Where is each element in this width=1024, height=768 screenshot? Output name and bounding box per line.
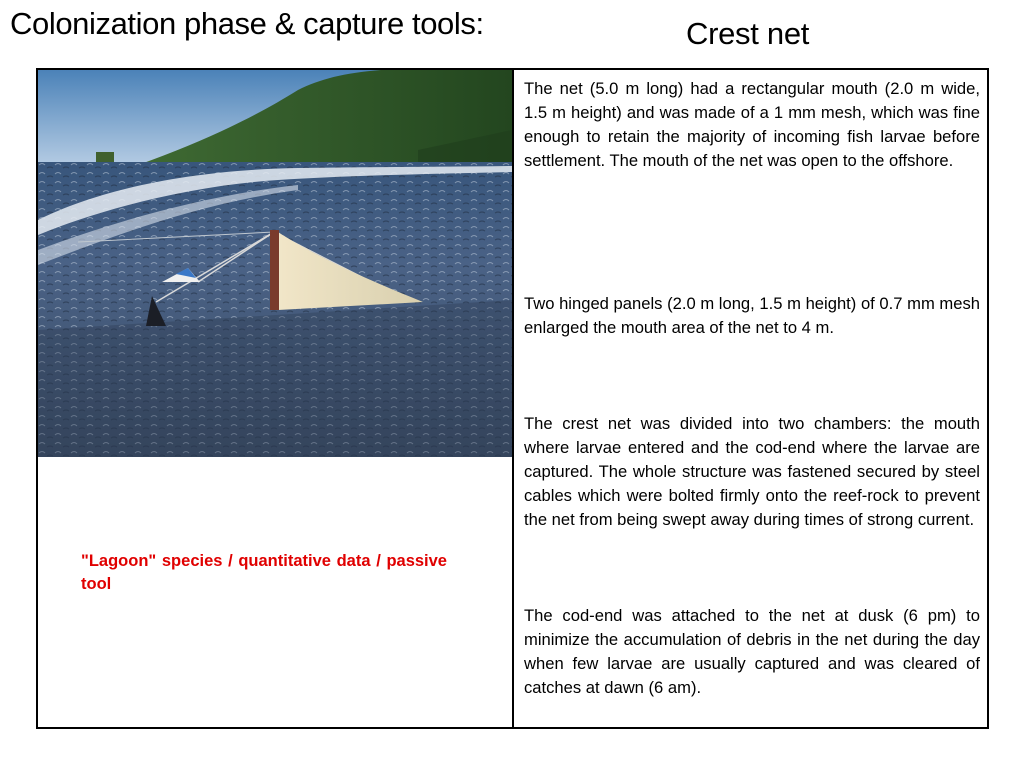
photo-panel (36, 68, 512, 729)
description-panel (512, 68, 989, 729)
slide-subtitle: Crest net (686, 16, 810, 51)
paragraph-cod-end: The cod-end was attached to the net at dusk (6 pm) to minimize the accumulation of debris in the net during the day when few larvae are usually captured and was cleared of catches at dawn (6 am). (524, 606, 980, 697)
caption: "Lagoon" species / quantitative data / passive tool (81, 552, 447, 593)
crest-net-photo (38, 70, 512, 457)
paragraph-chambers: The crest net was divided into two chambers: the mouth where larvae entered and the cod-end where the larvae are captured. The whole structure was fastened secured by steel cables which were bolted firmly onto the reef-rock to prevent the net from being swept away during times of strong current. (524, 414, 980, 529)
paragraph-net-dimensions: The net (5.0 m long) had a rectangular mouth (2.0 m wide, 1.5 m height) and was made of a 1 mm mesh, which was fine enough to retain the majority of incoming fish larvae before settlement. The mouth of the net was open to the offshore. (524, 79, 980, 170)
slide-title: Colonization phase & capture tools: (10, 6, 484, 41)
paragraph-hinged-panels: Two hinged panels (2.0 m long, 1.5 m height) of 0.7 mm mesh enlarged the mouth area of the net to 4 m. (524, 294, 980, 337)
